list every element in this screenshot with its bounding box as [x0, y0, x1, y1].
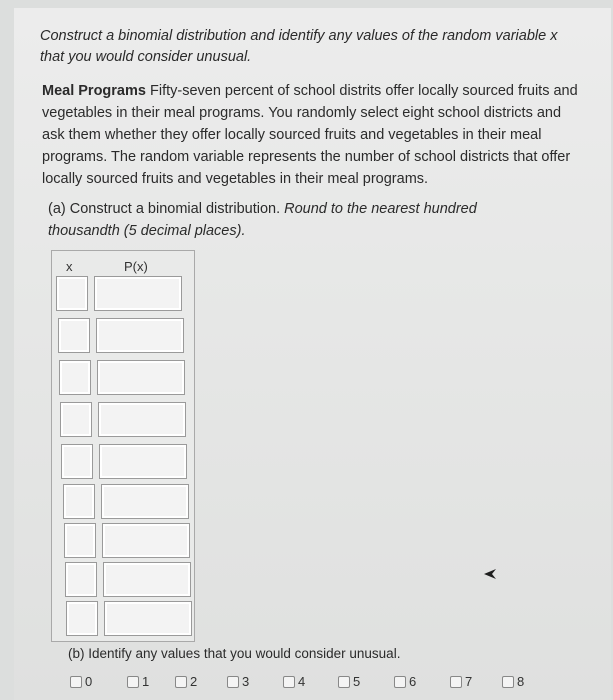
table-row [64, 601, 198, 637]
option-0[interactable] [70, 674, 92, 689]
problem-title: Meal Programs [42, 83, 146, 99]
part-a-label: (a) Construct a binomial distribution. [48, 201, 281, 217]
instructions: Construct a binomial distribution and identify any values of the random variable x that you would consider unusual. [40, 28, 558, 65]
table-row [61, 484, 195, 520]
mouse-cursor-icon [482, 566, 498, 582]
option-label: 6 [409, 674, 417, 689]
table-row [56, 318, 190, 354]
x-input[interactable] [56, 276, 88, 311]
px-input[interactable] [96, 318, 184, 353]
px-input[interactable] [103, 562, 191, 597]
option-2[interactable] [175, 674, 197, 689]
option-6[interactable] [394, 674, 416, 689]
px-input[interactable] [94, 276, 182, 311]
option-label: 2 [190, 674, 198, 689]
part-a-instruction: Round to the nearest hundred thousandth (5 decimal places). [48, 201, 477, 239]
option-3[interactable] [227, 674, 249, 689]
option-8[interactable] [502, 674, 524, 689]
checkbox[interactable] [127, 676, 139, 688]
x-input[interactable] [63, 484, 95, 519]
option-label: 3 [242, 674, 250, 689]
table-row [63, 562, 197, 598]
px-input[interactable] [99, 444, 187, 479]
checkbox[interactable] [175, 676, 187, 688]
table-row [54, 276, 188, 312]
checkbox[interactable] [338, 676, 350, 688]
option-label: 1 [142, 674, 150, 689]
x-input[interactable] [66, 601, 98, 636]
table-row [58, 402, 192, 438]
px-input[interactable] [97, 360, 185, 395]
x-input[interactable] [65, 562, 97, 597]
option-1[interactable] [127, 674, 149, 689]
problem-statement [42, 80, 582, 190]
header-px: P(x) [124, 259, 148, 274]
checkbox[interactable] [227, 676, 239, 688]
checkbox[interactable] [450, 676, 462, 688]
x-input[interactable] [64, 523, 96, 558]
checkbox[interactable] [283, 676, 295, 688]
unusual-values-options [0, 674, 613, 694]
option-label: 0 [85, 674, 93, 689]
px-input[interactable] [98, 402, 186, 437]
px-input[interactable] [101, 484, 189, 519]
option-5[interactable] [338, 674, 360, 689]
px-input[interactable] [104, 601, 192, 636]
x-input[interactable] [60, 402, 92, 437]
option-label: 5 [353, 674, 361, 689]
part-b-label: (b) Identify any values that you would consider unusual. [68, 646, 401, 661]
x-input[interactable] [61, 444, 93, 479]
table-row [59, 444, 193, 480]
header-x: x [66, 259, 73, 274]
x-input[interactable] [58, 318, 90, 353]
x-input[interactable] [59, 360, 91, 395]
checkbox[interactable] [394, 676, 406, 688]
table-row [62, 523, 196, 559]
distribution-table [51, 250, 195, 642]
option-label: 8 [517, 674, 525, 689]
option-label: 4 [298, 674, 306, 689]
option-label: 7 [465, 674, 473, 689]
option-4[interactable] [283, 674, 305, 689]
option-7[interactable] [450, 674, 472, 689]
part-a [48, 198, 528, 242]
table-row [57, 360, 191, 396]
px-input[interactable] [102, 523, 190, 558]
problem-text: Fifty-seven percent of school distrits offer locally sourced fruits and vegetables in their meal programs. You randomly select eight school districts and ask them whether they offer locally sourced fruits and vegetables in their meal programs. The random variable represents the number of school districts that offer locally sourced fruits and vegetables in their meal programs. [42, 83, 578, 187]
checkbox[interactable] [70, 676, 82, 688]
checkbox[interactable] [502, 676, 514, 688]
